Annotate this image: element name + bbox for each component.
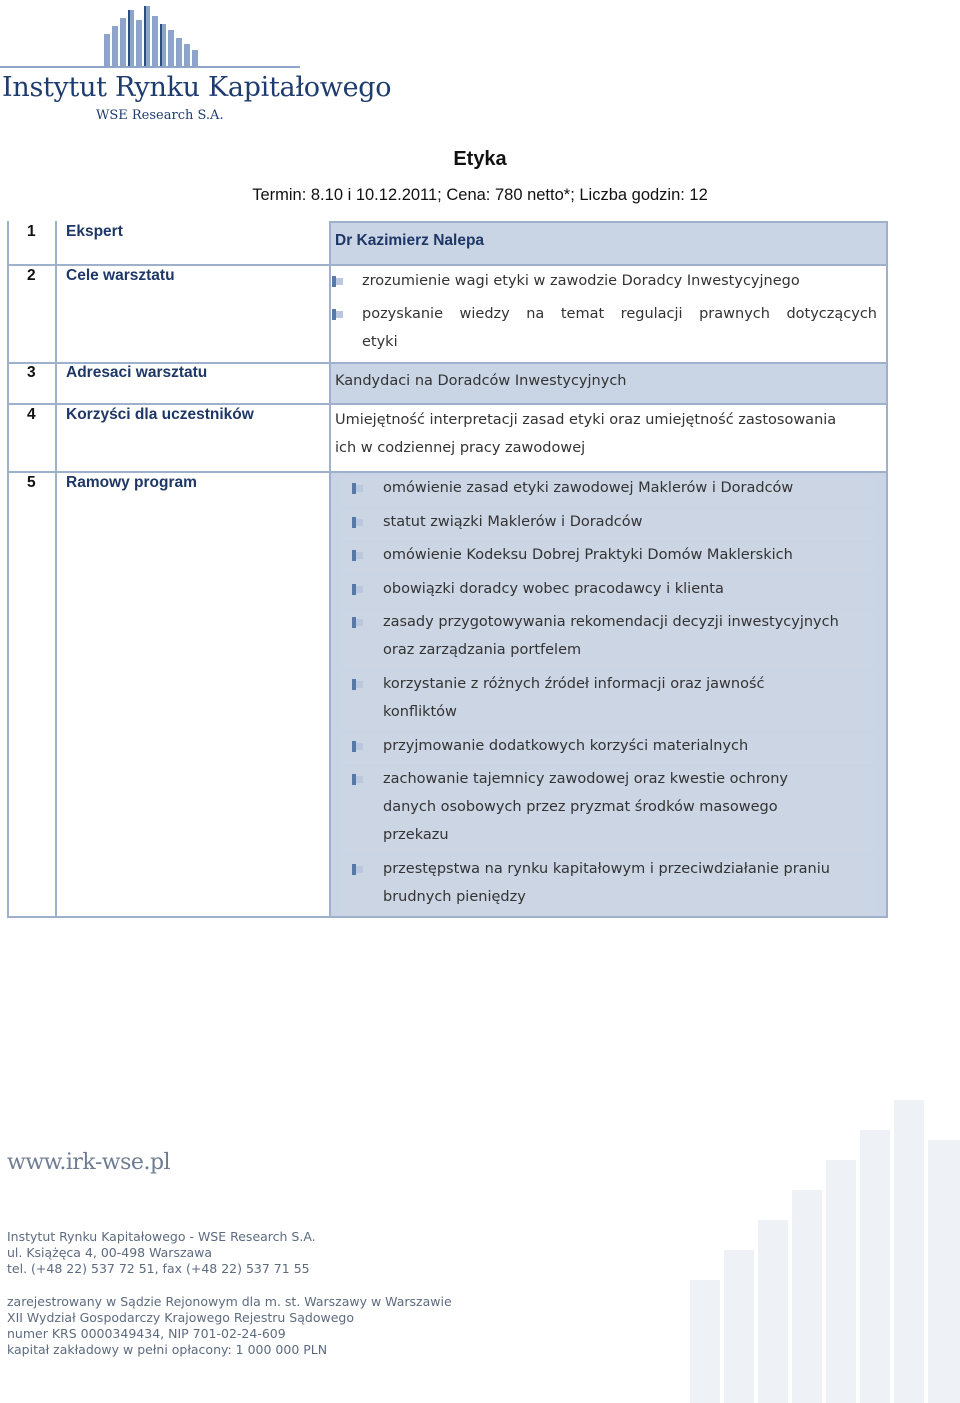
expert-name: Dr Kazimierz Nalepa [335,232,485,249]
program-item [383,474,793,502]
row-divider [329,221,888,223]
registry-line: kapitał zakładowy w pełni opłacony: 1 000 000 PLN [7,1342,328,1357]
program-item-line: obowiązki doradcy wobec pracodawcy i klienta [383,580,724,597]
registry-line: numer KRS 0000349434, NIP 701-02-24-609 [7,1326,286,1341]
row-label-expert: Ekspert [66,223,123,240]
bullet-icon [352,517,363,528]
logo-title: Instytut Rynku Kapitałowego [2,72,392,103]
row-number: 2 [27,267,36,284]
program-item [383,608,839,664]
bullet-icon [352,741,363,752]
goal-item [362,300,877,356]
program-item-line: przekazu [383,827,449,844]
company-logo [0,0,392,130]
program-item-line: zasady przygotowywania rekomendacji decyzji inwestycyjnych [383,614,839,631]
benefits-line: Umiejętność interpretacji zasad etyki oraz umiejętność zastosowania [335,412,837,428]
bullet-icon [332,309,343,320]
program-item-line: przestępstwa na rynku kapitałowym i przeciwdziałanie praniu [383,860,830,877]
address-line: Instytut Rynku Kapitałowego - WSE Research S.A. [7,1229,316,1244]
row-label-program: Ramowy program [66,474,197,491]
row-number: 3 [27,364,36,381]
program-item-line: omówienie Kodeksu Dobrej Praktyki Domów Maklerskich [383,547,793,564]
bullet-icon [352,864,363,875]
footer-decoration [690,1100,960,1403]
program-item [383,765,788,849]
program-item [383,855,830,911]
row-divider [7,403,888,405]
logo-subtitle: WSE Research S.A. [96,108,224,123]
row-number: 1 [27,223,36,240]
goal-item: zrozumienie wagi etyki w zawodzie Doradcy Inwestycyjnego [362,273,800,289]
registry-line: XII Wydział Gospodarczy Krajowego Rejestru Sądowego [7,1310,354,1325]
program-item [383,541,793,569]
program-item-line: omówienie zasad etyki zawodowej Maklerów i Doradców [383,480,794,496]
program-item [383,670,765,726]
program-item-line: przyjmowanie dodatkowych korzyści materialnych [383,737,749,754]
benefits-line: ich w codziennej pracy zawodowej [335,440,586,456]
row-number: 5 [27,474,36,491]
goal-item-line: etyki [362,334,398,350]
bullet-icon [352,617,363,628]
row-label-goals: Cele warsztatu [66,267,175,284]
program-item-line: brudnych pieniędzy [383,888,526,905]
company-address [7,1229,316,1277]
row-divider [7,264,888,266]
program-item-line: statut związki Maklerów i Doradców [383,513,643,530]
course-terms: Termin: 8.10 i 10.12.2011; Cena: 780 netto*; Liczba godzin: 12 [252,186,708,204]
goal-item-line: pozyskanie wiedzy na temat regulacji prawnych dotyczących [362,306,877,322]
program-item-line: zachowanie tajemnicy zawodowej oraz kwestie ochrony [383,771,789,788]
program-item [383,732,748,760]
program-item-line: konfliktów [383,704,457,720]
bullet-icon [352,679,363,690]
address-line: ul. Książęca 4, 00-498 Warszawa [7,1245,213,1260]
logo-buildings-icon [0,0,310,72]
column-divider [55,221,57,918]
audience-text: Kandydaci na Doradców Inwestycyjnych [335,373,627,389]
registry-line: zarejestrowany w Sądzie Rejonowym dla m. st. Warszawy w Warszawie [7,1294,452,1309]
benefits-text [335,406,836,462]
row-number: 4 [27,406,36,423]
program-item-line: korzystanie z różnych źródeł informacji oraz jawność [383,676,765,692]
bullet-icon [332,276,343,287]
address-line: tel. (+48 22) 537 72 51, fax (+48 22) 537 71 55 [7,1261,310,1276]
bullet-icon [352,483,363,494]
course-info-table [7,221,888,918]
row-label-benefits: Korzyści dla uczestników [66,406,254,423]
program-item-line: oraz zarządzania portfelem [383,642,582,659]
program-item-line: danych osobowych przez pryzmat środków masowego [383,799,778,816]
program-item [383,575,724,603]
row-divider [7,471,888,473]
website-url[interactable]: www.irk-wse.pl [7,1150,171,1175]
bullet-icon [352,550,363,561]
bullet-icon [352,774,363,785]
row-label-audience: Adresaci warsztatu [66,364,208,381]
program-item [383,508,642,536]
column-divider [329,221,331,918]
page-title: Etyka [453,148,507,170]
company-registry [7,1294,452,1358]
bullet-icon [352,584,363,595]
